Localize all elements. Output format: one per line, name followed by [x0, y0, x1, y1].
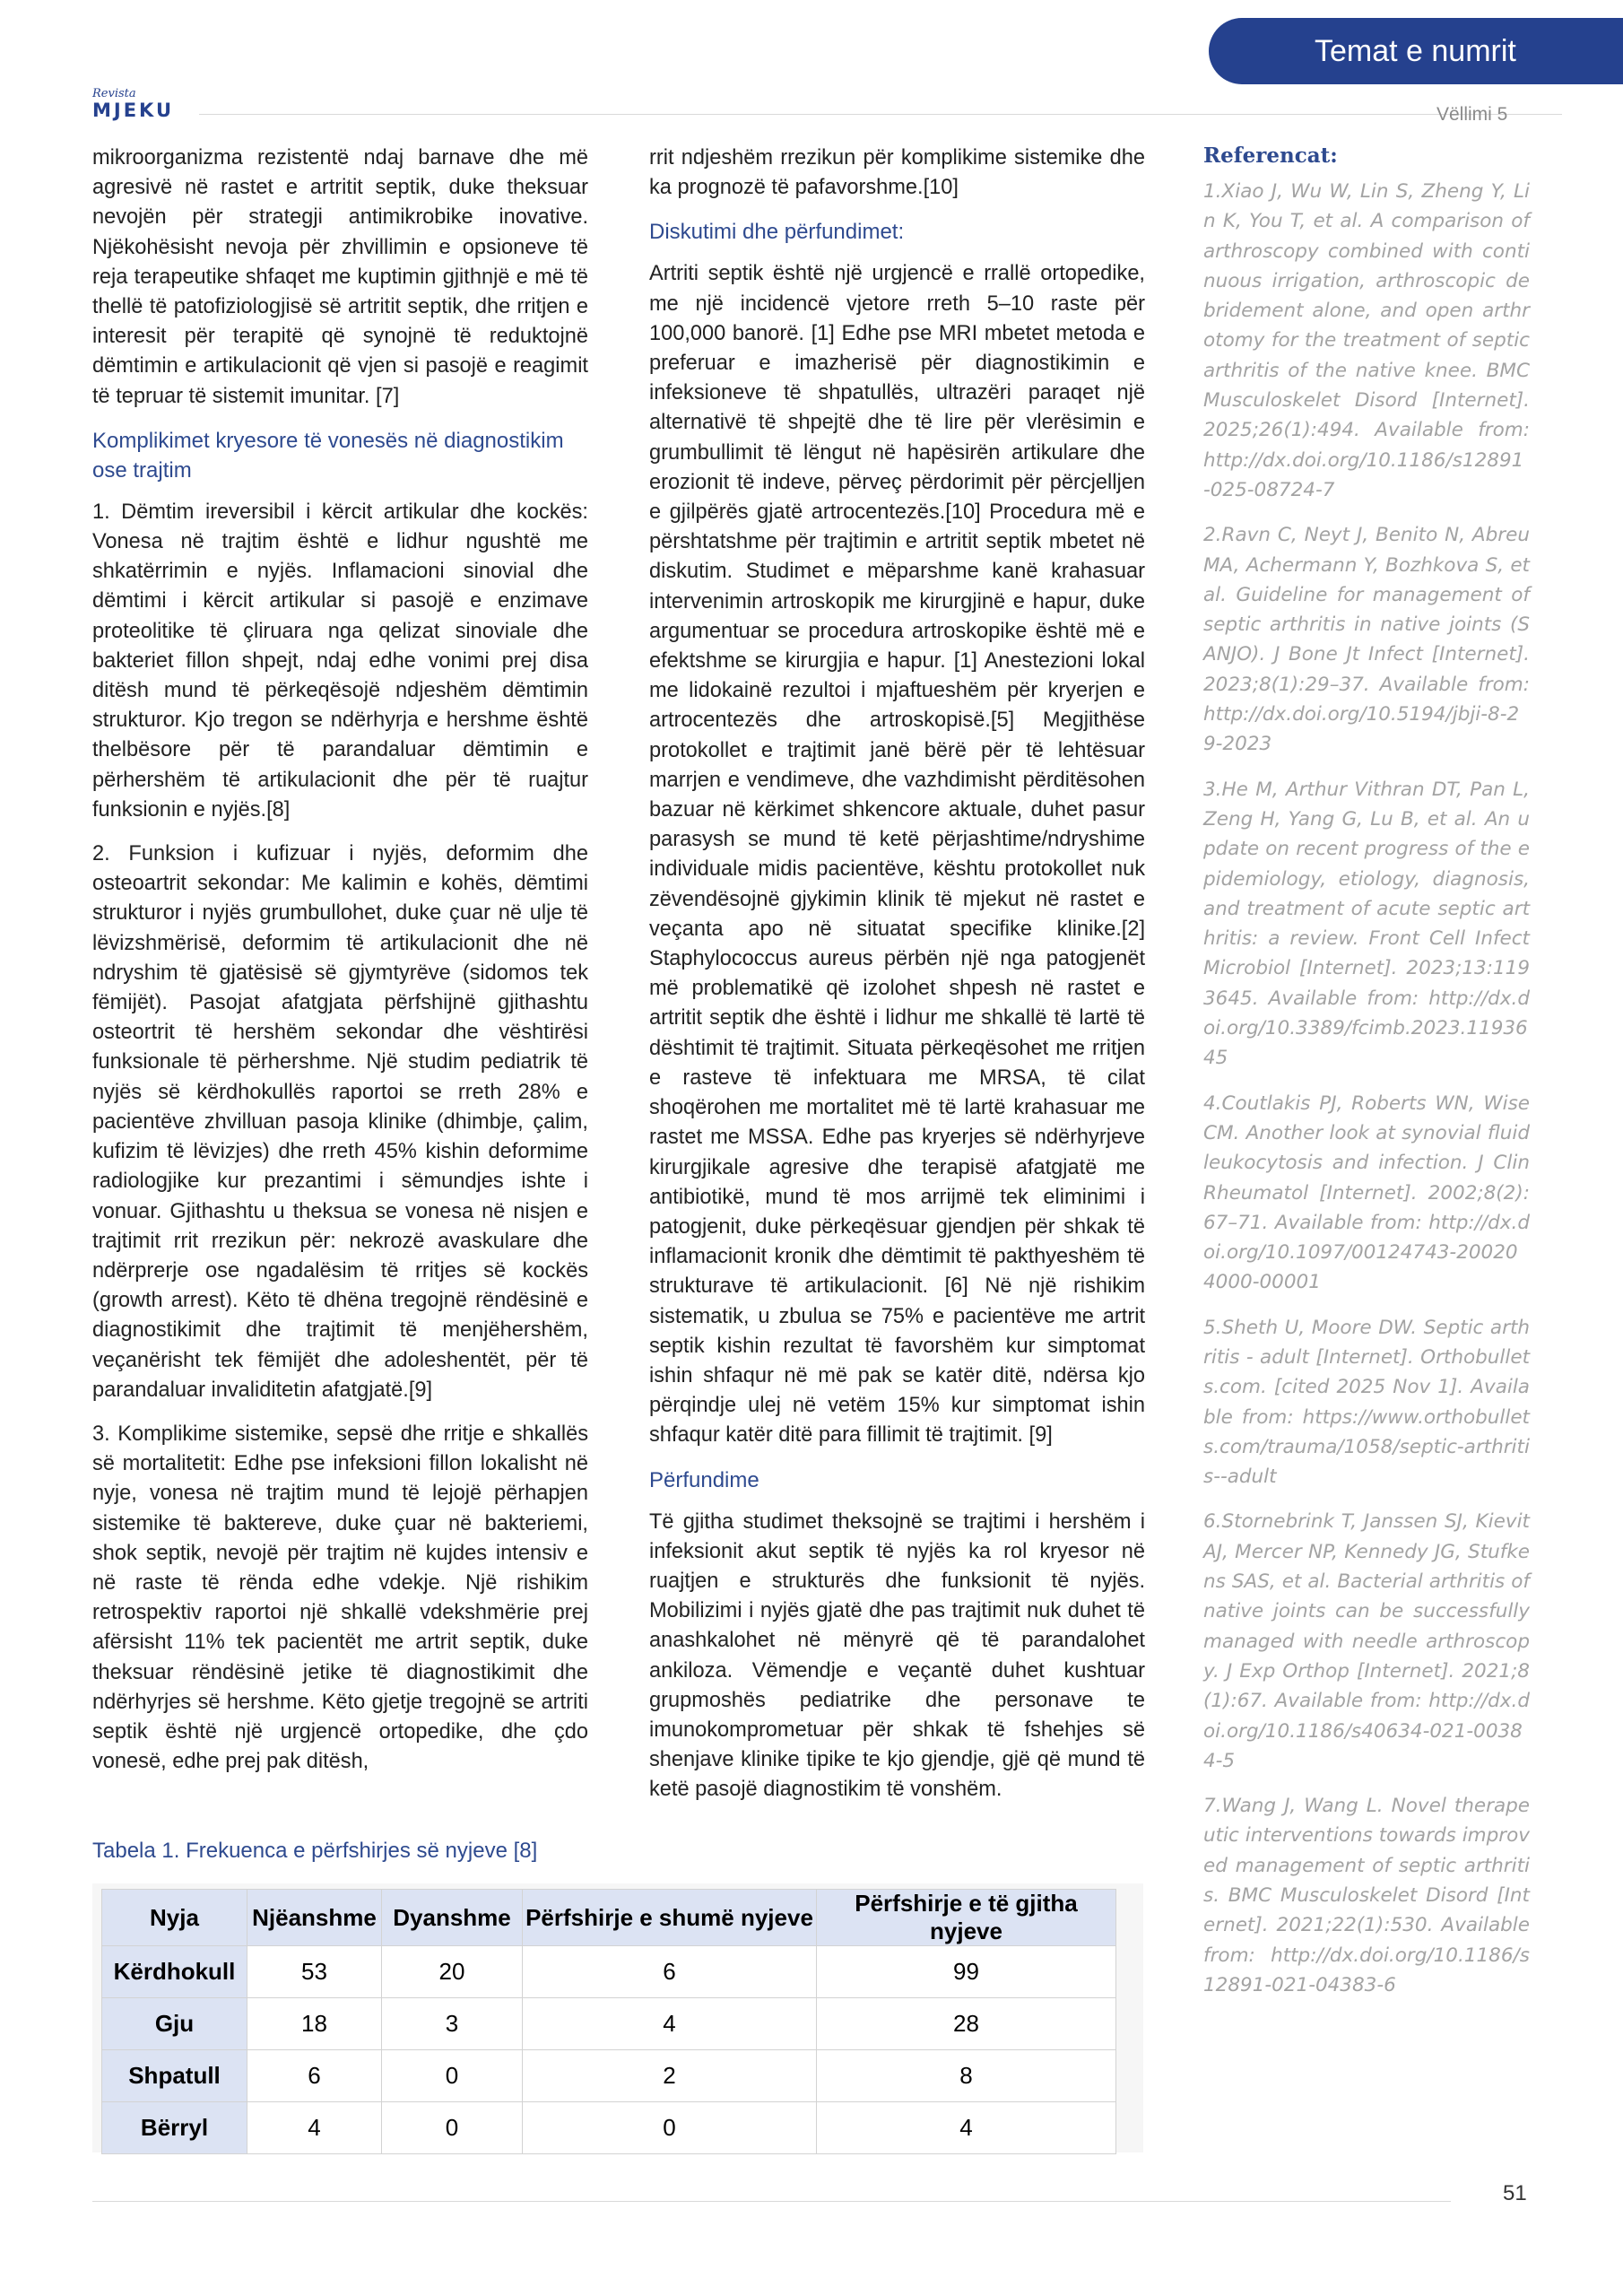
row-header: Bërryl [102, 2102, 247, 2154]
table-row [102, 2102, 1116, 2154]
column-header: Njëanshme [247, 1890, 382, 1946]
table-cell: 53 [247, 1946, 382, 1998]
table-row [102, 1998, 1116, 2050]
section-heading: Përfundime [649, 1467, 759, 1492]
reference-item: 3.He M, Arthur Vithran DT, Pan L, Zeng H, Yang G, Lu B, et al. An update on recent progress of the epidemiology, etiology, diagnosis, and treatment of acute septic arthritis: a review. Front Cell Infect Microbiol [Internet]. 2023;13:1193645. Available from: http://dx.doi.org/10.3389/fcimb.2023.1193645 [1203, 778, 1530, 1070]
table-caption: Tabela 1. Frekuenca e përfshirjes së nyjeve [8] [92, 1839, 538, 1863]
paragraph: rrit ndjeshëm rrezikun për komplikime sistemike dhe ka prognozë të pafavorshme.[10] [649, 146, 1145, 200]
row-header: Shpatull [102, 2050, 247, 2102]
table-row [102, 1946, 1116, 1998]
column-header: Dyanshme [382, 1890, 523, 1946]
volume-label: Vëllimi 5 [1436, 104, 1508, 125]
table-cell: 0 [382, 2050, 523, 2102]
reference-item: 6.Stornebrink T, Janssen SJ, Kievit AJ, Mercer NP, Kennedy JG, Stufkens SAS, et al. Bacterial arthritis of native joints can be successfully managed with needle arthroscopy. J Exp Orthop [Internet]. 2021;8(1):67. Available from: http://dx.doi.org/10.1186/s40634-021-00384-5 [1203, 1510, 1530, 1772]
reference-item: 7.Wang J, Wang L. Novel therapeutic interventions towards improved management of septic arthritis. BMC Musculoskelet Disord [Internet]. 2021;22(1):530. Available from: http://dx.doi.org/10.1186/s12891-021-04383-6 [1203, 1795, 1530, 1996]
table-cell: 20 [382, 1946, 523, 1998]
journal-logo [92, 88, 174, 120]
table-cell: 4 [247, 2102, 382, 2154]
paragraph: Artriti septik është një urgjencë e rrallë ortopedike, me një incidencë vjetore rreth 5–10 raste për 100,000 banorë. [1] Edhe pse MRI mbetet metoda e preferuar e imazherisë për diagnostikimin e infeksioneve të shpatullës, ultrazëri paraqet një alternativë të shpejtë dhe të lire për vlerësimin e grumbullimit të lëngut në hapësirën artikulare dhe erozionit të indeve, përveç përdorimit për përcjelljen e gjilpërës gjatë artrocentezës.[10] Procedura më e përshtatshme për trajtimin e artritit septik mbetet në diskutim. Studimet e mëparshme kanë krahasuar intervenimin artroskopik me kirurgjinë e hapur, duke argumentuar se procedura artroskopike është më e efektshme se kirurgjia e hapur. [1] Anestezioni lokal me lidokainë rezultoi i mjaftueshëm për kryerjen e artrocentezës dhe artroskopisë.[5] Megjithëse protokollet e trajtimit janë bërë për të lehtësuar marrjen e vendimeve, dhe vazhdimisht përditësohen bazuar në kërkimet shkencore aktuale, duhet pasur parasysh se mund të ketë përjashtime/ndryshime individuale midis pacientëve, kështu protokollet nuk zëvendësojnë gjykimin klinik të mjekut në rastet e veçanta apo në situatat specifike klinike.[2] Staphylococcus aureus përbën një nga patogjenët më problematikë që izolohet shpesh në rastet e artritit septik dhe është i lidhur me shkallë të lartë të dështimit të trajtimit. Situata përkeqësohet me rritjen e rasteve të infektuara me MRSA, të cilat shoqërohen me mortalitet më të lartë krahasuar me rastet me MSSA. Edhe pas kryerjes së ndërhyrjeve kirurgjikale agresive dhe terapisë afatgjatë me antibiotikë, mund të mos arrijmë tek eliminimi i patogjenit, duke përkeqësuar gjendjen për shkak të inflamacionit kronik dhe dëmtimit të pakthyeshëm të strukturave të artikulacionit. [6] Në një rishikim sistematik, u zbulua se 75% e pacientëve me artrit septik kishin rezultat të favorshëm kur simptomat ishin shfaqur në më pak se katër ditë, ndërsa kjo përqindje ulej në vetëm 15% kur simptomat ishin shfaqur katër ditë para fillimit të trajtimit. [9] [649, 262, 1145, 1448]
table-row [102, 2050, 1116, 2102]
paragraph: 1. Dëmtim ireversibil i kërcit artikular dhe kockës: Vonesa në trajtim është e lidhur ngushtë me shkatërrimin e nyjës. Inflamacioni sinovial dhe dëmtimi i kërcit artikular si pasojë e enzimave proteolitike të çliruara nga qelizat sinoviale dhe bakteriet fillon shpejt, ndaj edhe vonimi prej disa ditësh mund të përkeqësojë ndjeshëm dëmtimin strukturor. Kjo tregon se ndërhyrja e hershme është thelbësore për të parandaluar dëmtimin e përhershëm të artikulacionit dhe për të ruajtur funksionin e nyjës.[8] [92, 500, 588, 822]
column-header: Përfshirje e të gjitha nyjeve [817, 1890, 1116, 1946]
reference-item: 2.Ravn C, Neyt J, Benito N, Abreu MA, Achermann Y, Bozhkova S, et al. Guideline for management of septic arthritis in native joints (SANJO). J Bone Jt Infect [Internet]. 2023;8(1):29–37. Available from: http://dx.doi.org/10.5194/jbji-8-29-2023 [1203, 524, 1530, 756]
paragraph: 2. Funksion i kufizuar i nyjës, deformim dhe osteoartrit sekondar: Me kalimin e kohës, dëmtimi strukturor i nyjës grumbullohet, duke çuar në ulje të lëvizshmërisë, deformim të artikulacionit dhe në ndryshim të gjatësisë së gjymtyrëve (sidomos tek fëmijët). Pasojat afatgjata përfshijnë gjithashtu osteortrit të hershëm sekondar dhe vështirësi funksionale të përhershme. Një studim pediatrik të nyjës së kërdhokullës raportoi se rreth 28% e pacientëve zhvilluan pasoja klinike (dhimbje, çalim, kufizim të lëvizjes) dhe rreth 45% kishin deformime radiologjike kur prezantimi i sëmundjes ishte i vonuar. Gjithashtu u theksua se vonesa në nisjen e trajtimit rrit rrezikun për: nekrozë avaskulare dhe ndërprerje ose ngadalësim të rritjes së kockës (growth arrest). Këto të dhëna tregojnë rëndësinë e diagnostikimit dhe trajtimit të menjëhershëm, veçanërisht tek fëmijët dhe adoleshentët, për të parandaluar invaliditetin afatgjatë.[9] [92, 842, 588, 1402]
table-cell: 8 [817, 2050, 1116, 2102]
reference-item: 4.Coutlakis PJ, Roberts WN, Wise CM. Another look at synovial fluid leukocytosis and infection. J Clin Rheumatol [Internet]. 2002;8(2):67–71. Available from: http://dx.doi.org/10.1097/00124743-200204000-00001 [1203, 1091, 1530, 1294]
table-cell: 99 [817, 1946, 1116, 1998]
table-cell: 3 [382, 1998, 523, 2050]
table-cell: 2 [523, 2050, 817, 2102]
reference-item: 5.Sheth U, Moore DW. Septic arthritis - adult [Internet]. Orthobullets.com. [cited 2025 Nov 1]. Available from: https://www.orthobullets.com/trauma/1058/septic-arthritis--adult [1203, 1316, 1530, 1489]
table-container [92, 1883, 1143, 2152]
table-header-row [102, 1890, 1116, 1946]
section-tab-label: Temat e numrit [1315, 34, 1516, 68]
row-header: Gju [102, 1998, 247, 2050]
section-heading: Diskutimi dhe përfundimet: [649, 220, 905, 245]
table-cell: 6 [523, 1946, 817, 1998]
section-heading: Komplikimet kryesore të vonesës në diagnostikim ose trajtim [92, 428, 564, 483]
table-cell: 18 [247, 1998, 382, 2050]
table-cell: 6 [247, 2050, 382, 2102]
paragraph: 3. Komplikime sistemike, sepsë dhe rritje e shkallës së mortalitetit: Edhe pse infeksioni fillon lokalisht në nyje, vonesa në trajtim mund të lejojë përhapjen sistemike të baktereve, duke çuar në bakteriemi, shok septik, nevojë për trajtim në kujdes intensiv e në raste të rënda edhe vdekje. Një rishikim retrospektiv raportoi një shkallë vdekshmërie prej afërsisht 11% tek pacientët me artrit septik, duke theksuar rëndësinë jetike të diagnostikimit dhe ndërhyrjes së hershme. Këto gjetje tregojnë se artriti septik është një urgjencë ortopedike, dhe çdo vonesë, edhe prej pak ditësh, [92, 1422, 588, 1774]
table-cell: 4 [523, 1998, 817, 2050]
footer-rule [92, 2201, 1451, 2202]
logo-small-text: Revista [92, 87, 136, 100]
references-title: Referencat: [1203, 144, 1338, 168]
header-rule [199, 114, 1562, 115]
joint-frequency-table [101, 1889, 1116, 2154]
table-cell: 0 [382, 2102, 523, 2154]
column-left [92, 144, 588, 1791]
table-cell: 28 [817, 1998, 1116, 2050]
table-cell: 0 [523, 2102, 817, 2154]
logo-big-text: MJEKU [92, 100, 175, 121]
references-column [1203, 144, 1530, 2015]
reference-item: 1.Xiao J, Wu W, Lin S, Zheng Y, Lin K, You T, et al. A comparison of arthroscopy combined with continuous irrigation, arthroscopic debridement alone, and open arthrotomy for the treatment of septic arthritis of the native knee. BMC Musculoskelet Disord [Internet]. 2025;26(1):494. Available from: http://dx.doi.org/10.1186/s12891-025-08724-7 [1203, 180, 1530, 501]
paragraph: mikroorganizma rezistentë ndaj barnave dhe më agresivë në rastet e artritit septik, duke theksuar nevojën për strategji antimikrobike inovative. Njëkohësisht nevoja për zhvillimin e opsioneve të reja terapeutike shfaqet me kuptimin gjithnjë e më të thellë të patofiziologjisë së artritit septik, dhe rritjen e interesit për terapitë që synojnë të reduktojnë dëmtimin e artikulacionit që vjen si pasojë e reagimit të tepruar të sistemit imunitar. [7] [92, 146, 588, 408]
section-tab [1209, 18, 1623, 84]
paragraph: Të gjitha studimet theksojnë se trajtimi i hershëm i infeksionit akut septik të nyjës ka rol kryesor në ruajtjen e strukturës dhe funksionit të nyjës. Mobilizimi i nyjës gjatë dhe pas trajtimit nuk duhet të anashkalohet në mënyrë që të parandalohet ankiloza. Vëmendje e veçantë duhet kushtuar grupmoshës pediatrike dhe personave te imunokomprometuar për shkak të fshehjes së shenjave klinike tipike te kjo gjendje, gjë që mund të ketë pasojë diagnostikim të vonshëm. [649, 1509, 1145, 1802]
page-number: 51 [1503, 2181, 1527, 2205]
column-middle [649, 144, 1145, 1820]
table-cell: 4 [817, 2102, 1116, 2154]
row-header: Kërdhokull [102, 1946, 247, 1998]
column-header: Përfshirje e shumë nyjeve [523, 1890, 817, 1946]
column-header: Nyja [102, 1890, 247, 1946]
